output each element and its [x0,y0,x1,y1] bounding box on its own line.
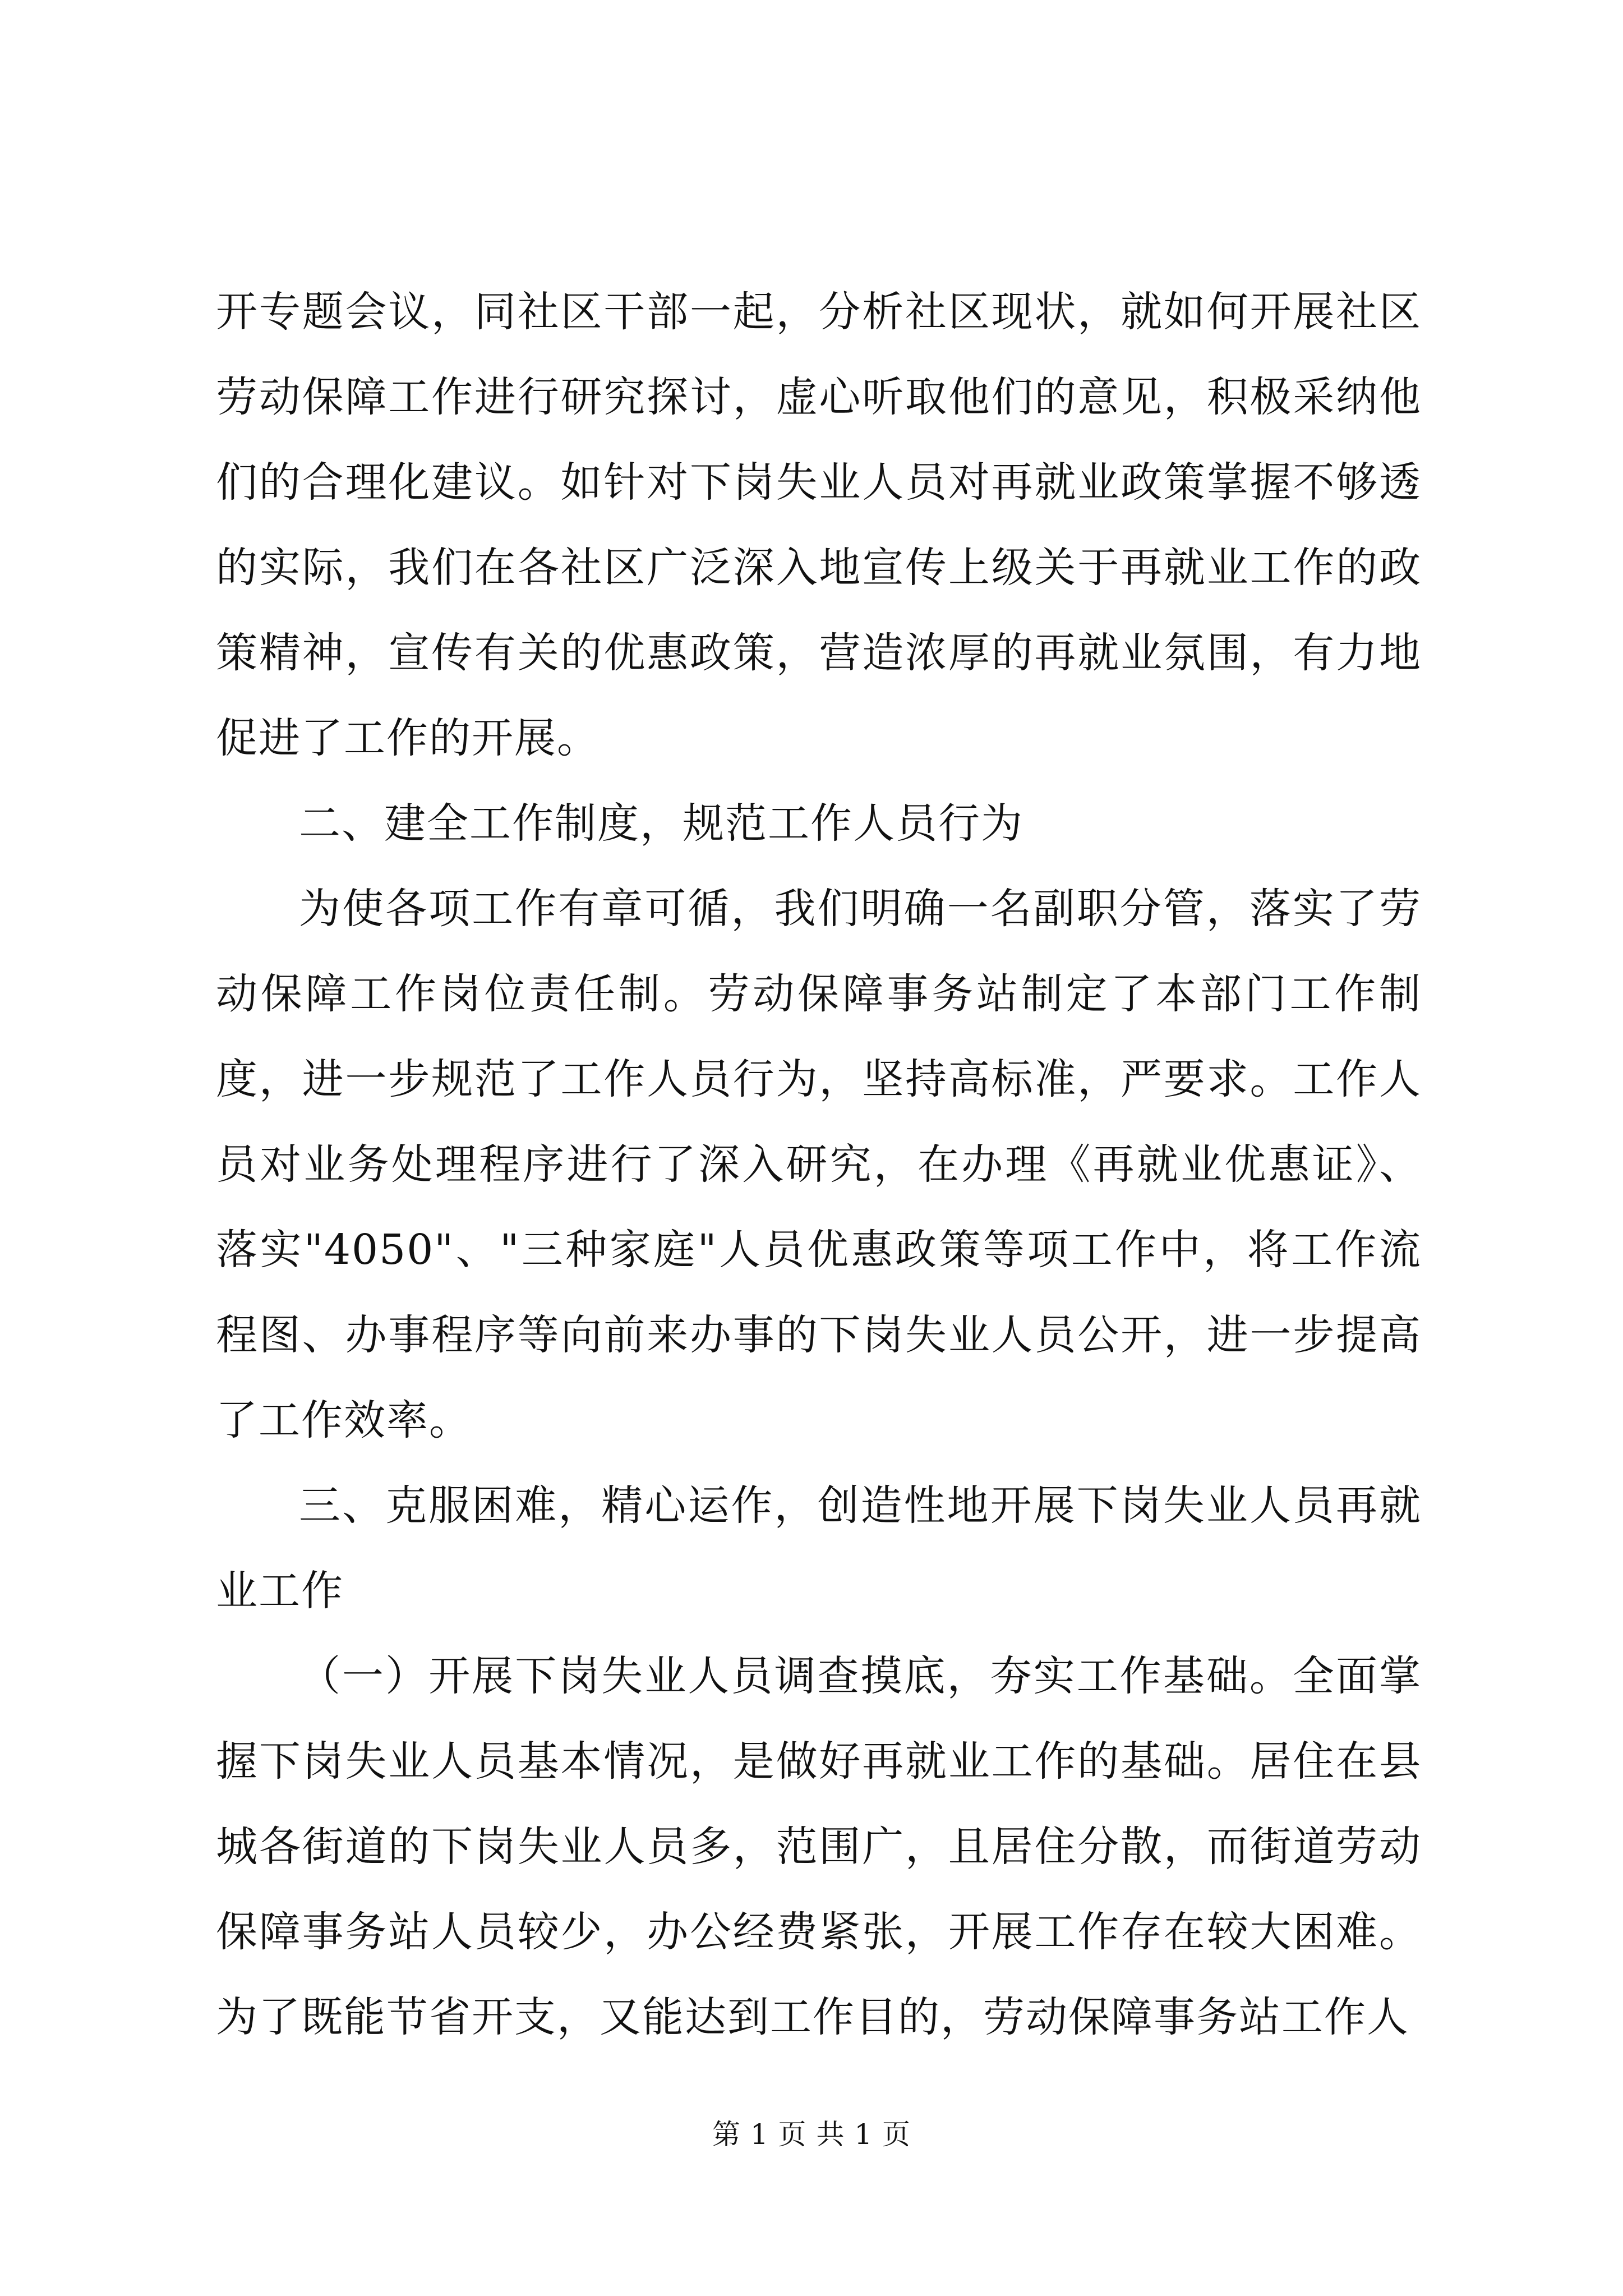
section-heading-3: 三、克服困难，精心运作，创造性地开展下岗失业人员再就业工作 [216,1481,1422,1615]
section-heading-2: 二、建全工作制度，规范工作人员行为 [299,799,1023,848]
document-body [216,269,1422,2060]
page-footer: 第 1 页 共 1 页 [712,2118,911,2151]
paragraph-2: 为使各项工作有章可循，我们明确一名副职分管，落实了劳动保障工作岗位责任制。劳动保障事务站制定了本部门工作制度，进一步规范了工作人员行为，坚持高标准，严要求。工作人员对业务处理程序进行了深入研究，在办理《再就业优惠证》、落实"4050"、"三种家庭"人员优惠政策等项工作中，将工作流程图、办事程序等向前来办事的下岗失业人员公开，进一步提高了工作效率。 [216,885,1422,1444]
paragraph-3: （一）开展下岗失业人员调查摸底，夯实工作基础。全面掌握下岗失业人员基本情况，是做好再就业工作的基础。居住在县城各街道的下岗失业人员多，范围广，且居住分散，而街道劳动保障事务站人员较少，办公经费紧张，开展工作存在较大困难。为了既能节省开支，又能达到工作目的，劳动保障事务站工作人 [216,1652,1422,2041]
paragraph-1: 开专题会议，同社区干部一起，分析社区现状，就如何开展社区劳动保障工作进行研究探讨，虚心听取他们的意见，积极采纳他们的合理化建议。如针对下岗失业人员对再就业政策掌握不够透的实际，我们在各社区广泛深入地宣传上级关于再就业工作的政策精神，宣传有关的优惠政策，营造浓厚的再就业氛围，有力地促进了工作的开展。 [216,288,1422,762]
